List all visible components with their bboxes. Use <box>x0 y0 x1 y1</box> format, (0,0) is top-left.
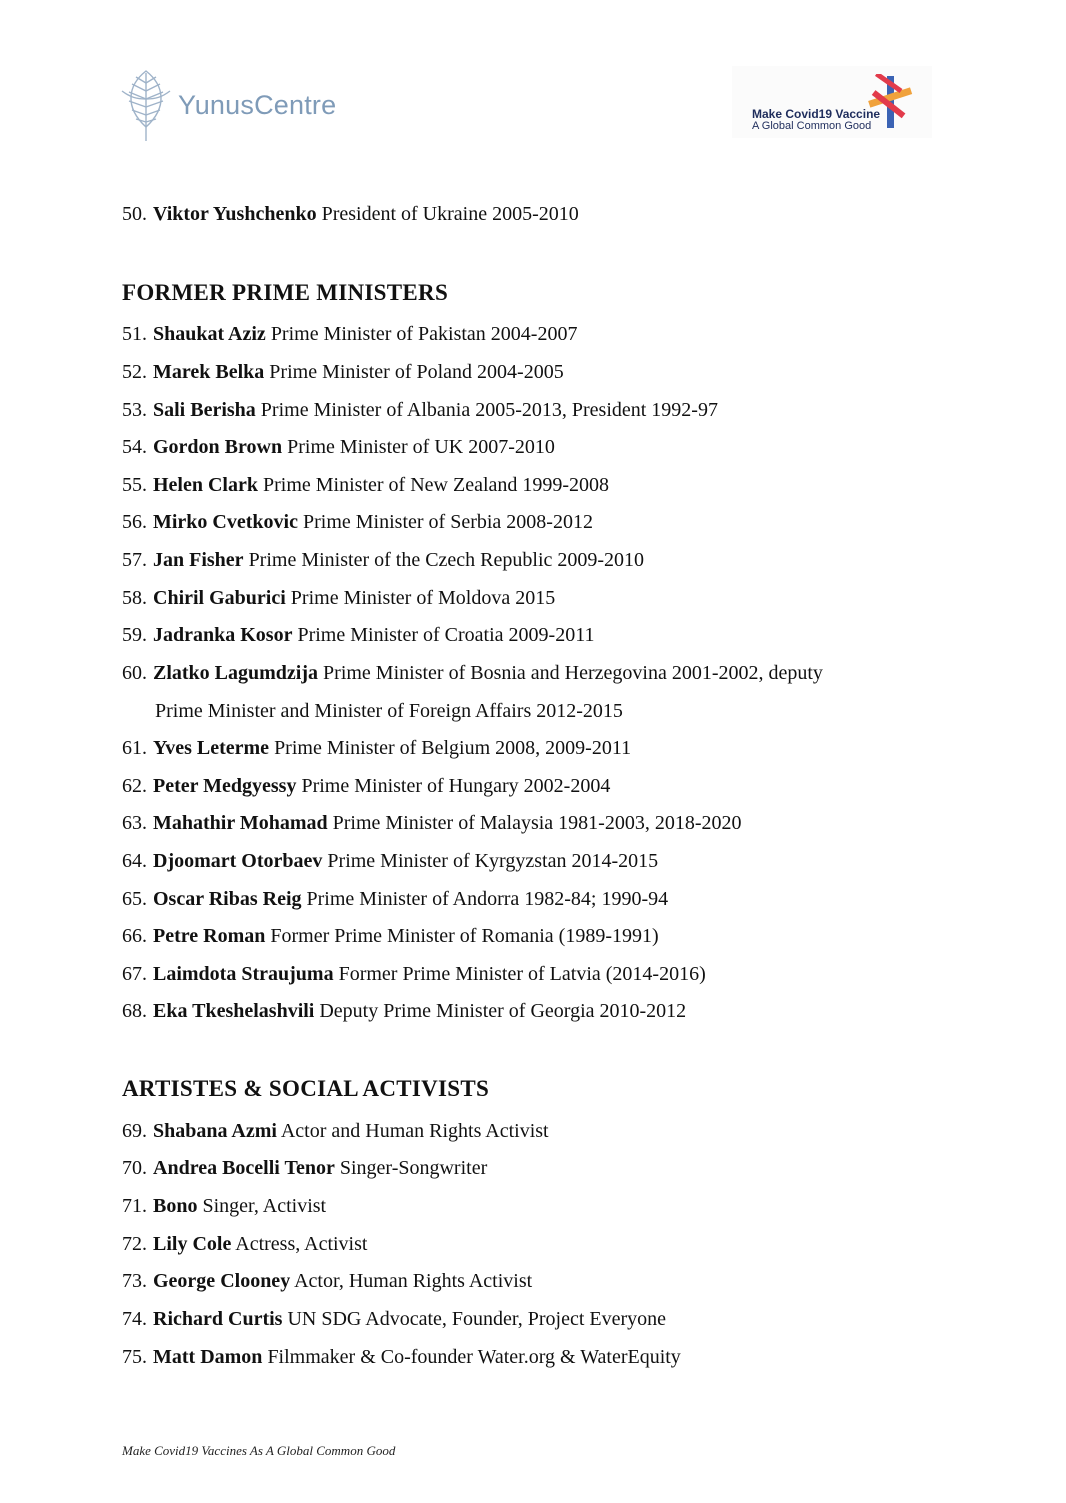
list-item <box>122 1269 532 1293</box>
person-name: Chiril Gaburici <box>153 587 286 609</box>
person-name: Zlatko Lagumdzija <box>153 662 319 684</box>
item-number: 66. <box>122 925 147 947</box>
list-item <box>122 322 577 346</box>
item-number: 60. <box>122 662 147 684</box>
person-role: Prime Minister of Kyrgyzstan 2014-2015 <box>327 850 659 872</box>
person-role: Prime Minister of Bosnia and Herzegovina 2001-2002, deputy <box>323 662 823 684</box>
list-item <box>122 887 668 911</box>
yunus-centre-wordmark: YunusCentre <box>178 89 337 120</box>
person-name: Helen Clark <box>153 474 258 496</box>
person-role: Actor and Human Rights Activist <box>280 1120 549 1142</box>
list-item <box>122 473 609 497</box>
person-name: Andrea Bocelli Tenor <box>153 1157 335 1179</box>
list-item <box>122 849 658 873</box>
make-covid19-vaccine-logo <box>732 66 932 138</box>
item-number: 53. <box>122 399 147 421</box>
person-name: Viktor Yushchenko <box>153 203 317 225</box>
section-heading-prime-ministers: FORMER PRIME MINISTERS <box>122 280 449 305</box>
list-item <box>122 962 706 986</box>
yunus-centre-logo <box>118 66 348 144</box>
person-role: Singer-Songwriter <box>339 1157 488 1179</box>
list-item <box>122 435 555 459</box>
person-role: Prime Minister of Belgium 2008, 2009-2011 <box>274 737 632 759</box>
person-name: Laimdota Straujuma <box>153 963 334 985</box>
list-item-continuation: Prime Minister and Minister of Foreign Affairs 2012-2015 <box>155 700 623 722</box>
item-number: 70. <box>122 1157 147 1179</box>
person-role: Prime Minister of Poland 2004-2005 <box>269 361 564 383</box>
person-role: Former Prime Minister of Romania (1989-1991) <box>270 925 659 947</box>
person-role: Prime Minister of Pakistan 2004-2007 <box>270 323 578 345</box>
person-role: UN SDG Advocate, Founder, Project Everyone <box>287 1308 667 1330</box>
person-role: Prime Minister of Croatia 2009-2011 <box>297 624 595 646</box>
list-item <box>122 623 594 647</box>
list-item <box>122 661 823 685</box>
person-name: Mirko Cvetkovic <box>153 511 298 533</box>
person-name: Djoomart Otorbaev <box>153 850 323 872</box>
person-role: Former Prime Minister of Latvia (2014-2016) <box>338 963 706 985</box>
item-number: 68. <box>122 1000 147 1022</box>
item-number: 73. <box>122 1270 147 1292</box>
person-name: Bono <box>153 1195 198 1217</box>
list-item <box>122 1156 487 1180</box>
list-item <box>122 1307 666 1331</box>
person-name: Oscar Ribas Reig <box>153 888 302 910</box>
item-number: 74. <box>122 1308 147 1330</box>
person-name: Sali Berisha <box>153 399 256 421</box>
item-number: 51. <box>122 323 147 345</box>
item-number: 71. <box>122 1195 147 1217</box>
person-role: Prime Minister of New Zealand 1999-2008 <box>263 474 610 496</box>
section-heading-artistes: ARTISTES & SOCIAL ACTIVISTS <box>122 1076 490 1101</box>
person-name: Gordon Brown <box>153 436 283 458</box>
person-name: Richard Curtis <box>153 1308 283 1330</box>
list-item <box>122 586 555 610</box>
person-name: Jan Fisher <box>153 549 244 571</box>
person-name: Eka Tkeshelashvili <box>153 1000 315 1022</box>
item-number: 56. <box>122 511 147 533</box>
list-item <box>122 1194 326 1218</box>
item-number: 67. <box>122 963 147 985</box>
item-number: 75. <box>122 1346 147 1368</box>
page-footer: Make Covid19 Vaccines As A Global Common Good <box>122 1443 396 1458</box>
list-item <box>122 202 579 226</box>
item-number: 55. <box>122 474 147 496</box>
person-role: Singer, Activist <box>202 1195 327 1217</box>
person-name: Shabana Azmi <box>153 1120 277 1142</box>
list-item <box>122 398 718 422</box>
logo-line-2: A Global Common Good <box>752 120 872 132</box>
cross-logo-icon <box>864 74 916 130</box>
list-item <box>122 1232 367 1256</box>
person-name: Marek Belka <box>153 361 265 383</box>
person-role: Prime Minister of Serbia 2008-2012 <box>302 511 593 533</box>
list-item <box>122 510 593 534</box>
person-name: George Clooney <box>153 1270 291 1292</box>
item-number: 57. <box>122 549 147 571</box>
person-name: Peter Medgyessy <box>153 775 297 797</box>
item-number: 72. <box>122 1233 147 1255</box>
list-item <box>122 1345 681 1369</box>
page-header <box>0 0 1066 160</box>
person-role: Prime Minister of Andorra 1982-84; 1990-94 <box>306 888 669 910</box>
list-item <box>122 548 644 572</box>
item-number: 52. <box>122 361 147 383</box>
person-role: Prime Minister of Moldova 2015 <box>290 587 556 609</box>
person-name: Shaukat Aziz <box>153 323 266 345</box>
person-role: Filmmaker & Co-founder Water.org & WaterEquity <box>267 1346 681 1368</box>
item-number: 61. <box>122 737 147 759</box>
person-role: Actor, Human Rights Activist <box>294 1270 533 1292</box>
person-role: Prime Minister of UK 2007-2010 <box>287 436 555 458</box>
person-role: President of Ukraine 2005-2010 <box>321 203 579 225</box>
person-name: Petre Roman <box>153 925 266 947</box>
logo-line-1: Make Covid19 Vaccine <box>752 107 881 121</box>
person-role: Prime Minister of Malaysia 1981-2003, 2018-2020 <box>332 812 742 834</box>
item-number: 65. <box>122 888 147 910</box>
person-role: Deputy Prime Minister of Georgia 2010-2012 <box>319 1000 687 1022</box>
person-name: Mahathir Mohamad <box>153 812 328 834</box>
item-number: 50. <box>122 203 147 225</box>
item-number: 62. <box>122 775 147 797</box>
person-role: Prime Minister of Hungary 2002-2004 <box>301 775 611 797</box>
list-item <box>122 999 686 1023</box>
item-number: 69. <box>122 1120 147 1142</box>
person-role: Prime Minister of Albania 2005-2013, President 1992-97 <box>260 399 718 421</box>
person-name: Matt Damon <box>153 1346 263 1368</box>
person-name: Jadranka Kosor <box>153 624 293 646</box>
item-number: 63. <box>122 812 147 834</box>
person-name: Yves Leterme <box>153 737 270 759</box>
list-item <box>122 774 610 798</box>
item-number: 58. <box>122 587 147 609</box>
list-item <box>122 924 659 948</box>
list-item <box>122 736 631 760</box>
item-number: 59. <box>122 624 147 646</box>
list-item <box>122 360 564 384</box>
leaf-logo-icon <box>118 67 174 143</box>
person-name: Lily Cole <box>153 1233 232 1255</box>
item-number: 54. <box>122 436 147 458</box>
list-item <box>122 1119 549 1143</box>
person-role: Actress, Activist <box>235 1233 368 1255</box>
person-role: Prime Minister of the Czech Republic 2009-2010 <box>248 549 645 571</box>
item-number: 64. <box>122 850 147 872</box>
list-item <box>122 811 741 835</box>
